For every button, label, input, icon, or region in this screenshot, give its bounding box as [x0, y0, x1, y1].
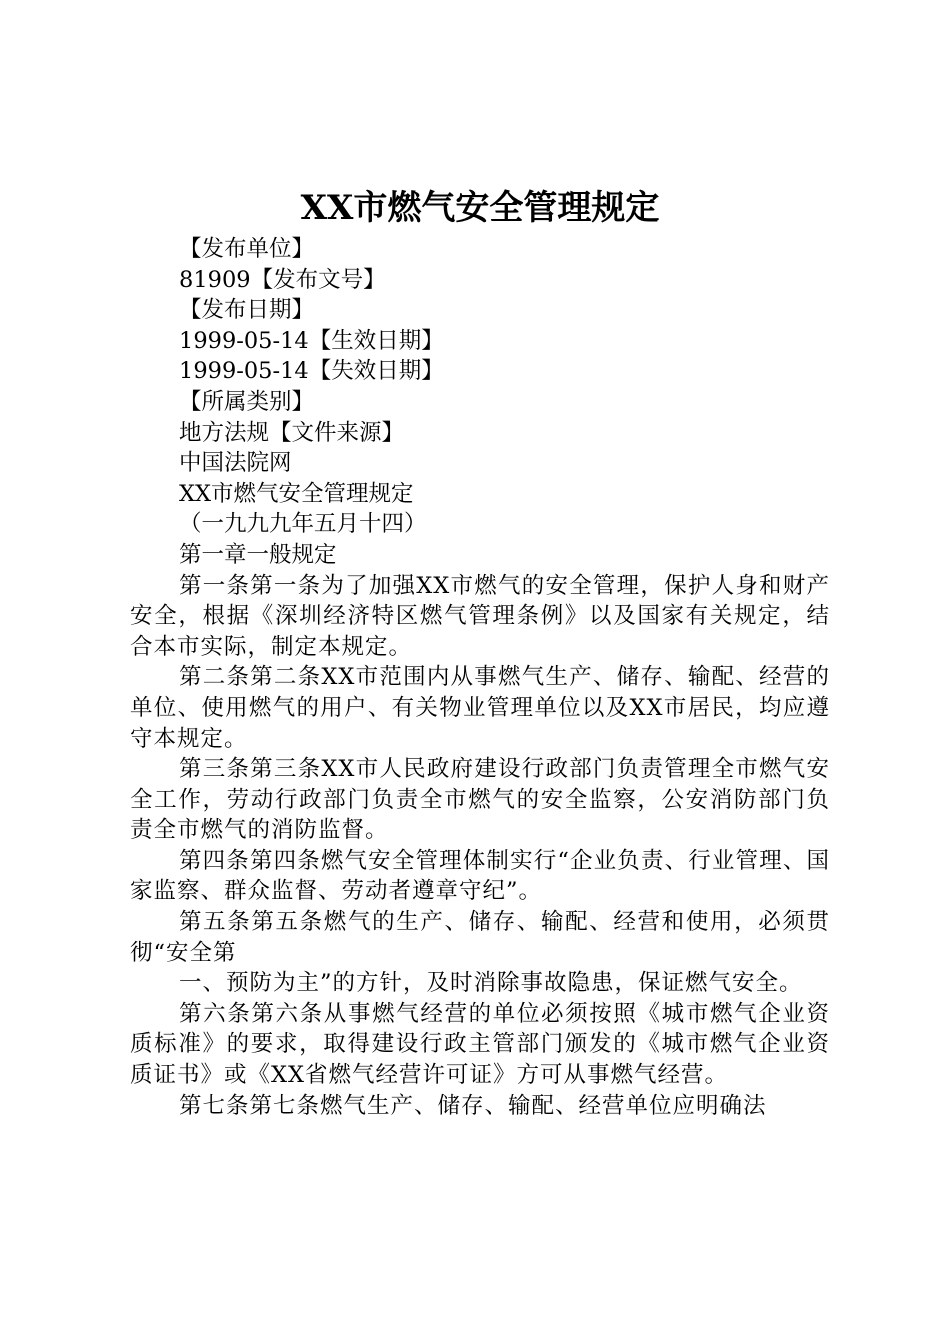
- article-5-continued: 一、预防为主”的方针，及时消除事故隐患，保证燃气安全。: [179, 970, 803, 997]
- regulation-date-line: （一九九九年五月十四）: [179, 511, 427, 538]
- article-3: 第三条第三条XX市人民政府建设行政部门负责管理全市燃气安全工作，劳动行政部门负责全市燃气的安全监察，公安消防部门负责全市燃气的消防监督。: [130, 756, 830, 844]
- article-5: 第五条第五条燃气的生产、储存、输配、经营和使用，必须贯彻“安全第: [130, 909, 830, 966]
- article-4: 第四条第四条燃气安全管理体制实行“企业负责、行业管理、国家监察、群众监督、劳动者遵章守纪”。: [130, 847, 830, 905]
- publisher-line: 【发布单位】: [179, 236, 315, 262]
- article-1: 第一条第一条为了加强XX市燃气的安全管理，保护人身和财产安全，根据《深圳经济特区燃气管理条例》以及国家有关规定，结合本市实际，制定本规定。: [130, 572, 830, 660]
- chapter-heading: 第一章一般规定: [179, 541, 337, 568]
- publish-date-line: 【发布日期】: [179, 297, 315, 324]
- article-6: 第六条第六条从事燃气经营的单位必须按照《城市燃气企业资质标准》的要求，取得建设行政主管部门颁发的《城市燃气企业资质证书》或《XX省燃气经营许可证》方可从事燃气经营。: [130, 1000, 830, 1089]
- document-body: [130, 234, 830, 1121]
- regulation-name-line: XX市燃气安全管理规定: [179, 480, 414, 507]
- source-name-line: 中国法院网: [179, 450, 292, 477]
- document-number-line: 81909【发布文号】: [179, 266, 386, 293]
- article-2: 第二条第二条XX市范围内从事燃气生产、储存、输配、经营的单位、使用燃气的用户、有关物业管理单位以及XX市居民，均应遵守本规定。: [130, 664, 830, 752]
- article-7: 第七条第七条燃气生产、储存、输配、经营单位应明确法: [179, 1092, 767, 1119]
- document-title: XX市燃气安全管理规定: [300, 188, 660, 228]
- category-line: 【所属类别】: [179, 388, 315, 415]
- expiry-date-line: 1999-05-14【失效日期】: [179, 358, 444, 385]
- effective-date-line: 1999-05-14【生效日期】: [179, 327, 444, 354]
- source-line: 地方法规【文件来源】: [179, 419, 405, 446]
